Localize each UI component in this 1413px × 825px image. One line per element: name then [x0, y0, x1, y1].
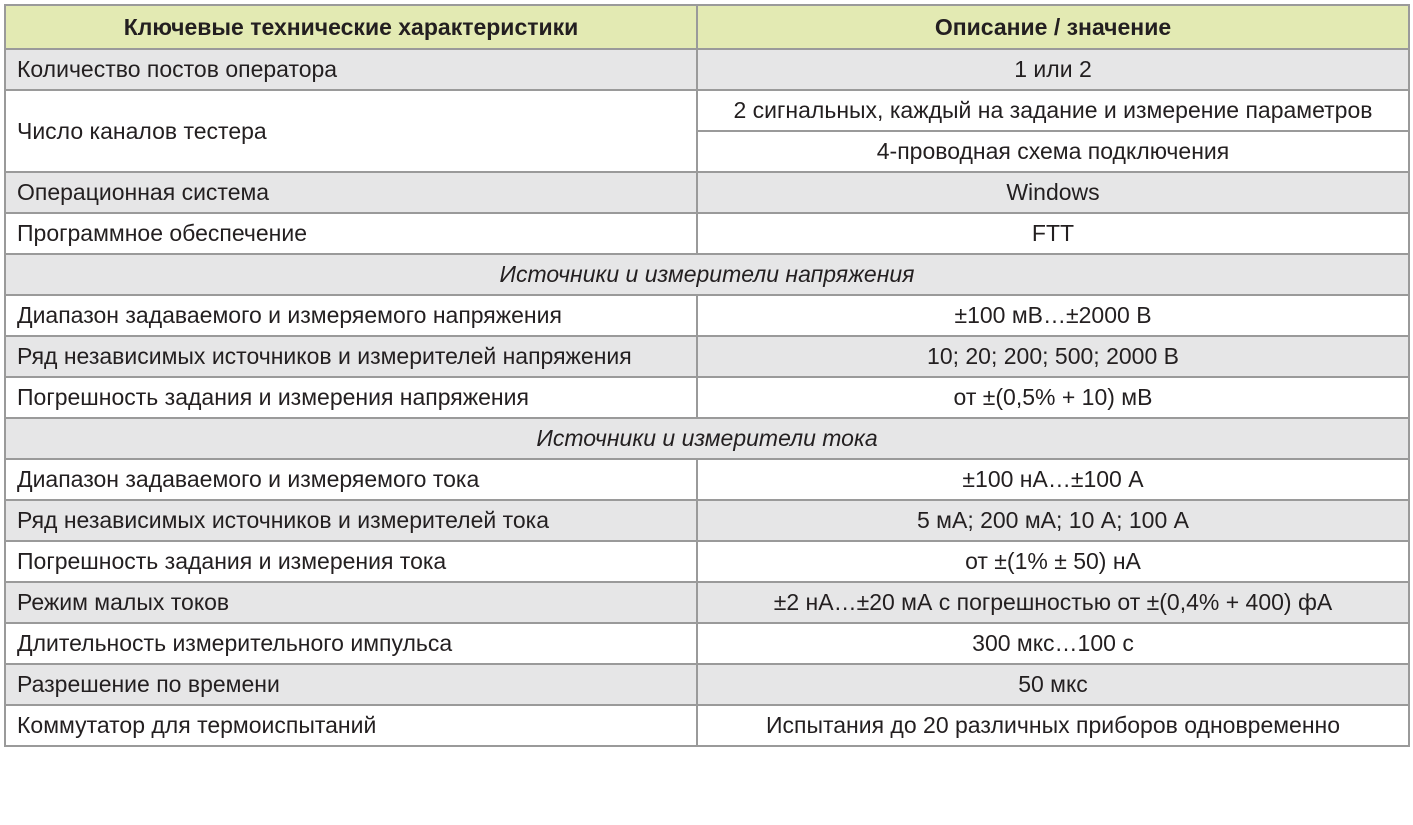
row-value: 1 или 2 — [697, 49, 1409, 90]
row-value: ±2 нА…±20 мА с погрешностью от ±(0,4% + 400) фА — [697, 582, 1409, 623]
header-description: Описание / значение — [697, 5, 1409, 49]
table-row — [5, 295, 1409, 336]
spec-table-container — [4, 4, 1410, 747]
row-value: 4-проводная схема подключения — [697, 131, 1409, 172]
row-name: Ряд независимых источников и измерителей тока — [5, 500, 697, 541]
table-row — [5, 541, 1409, 582]
table-row — [5, 582, 1409, 623]
row-value: 10; 20; 200; 500; 2000 В — [697, 336, 1409, 377]
table-row — [5, 705, 1409, 746]
table-row — [5, 90, 1409, 131]
row-name: Операционная система — [5, 172, 697, 213]
row-value: 2 сигнальных, каждый на задание и измерение параметров — [697, 90, 1409, 131]
row-name: Программное обеспечение — [5, 213, 697, 254]
row-name: Погрешность задания и измерения напряжения — [5, 377, 697, 418]
table-row — [5, 49, 1409, 90]
table-row — [5, 500, 1409, 541]
table-row — [5, 377, 1409, 418]
row-value: 50 мкс — [697, 664, 1409, 705]
row-name: Ряд независимых источников и измерителей напряжения — [5, 336, 697, 377]
row-value: 5 мА; 200 мА; 10 А; 100 А — [697, 500, 1409, 541]
row-value: ±100 мВ…±2000 В — [697, 295, 1409, 336]
spec-table — [4, 4, 1410, 747]
table-header-row — [5, 5, 1409, 49]
row-name: Число каналов тестера — [5, 90, 697, 172]
row-name: Количество постов оператора — [5, 49, 697, 90]
row-value: Испытания до 20 различных приборов одновременно — [697, 705, 1409, 746]
row-name: Длительность измерительного импульса — [5, 623, 697, 664]
row-name: Диапазон задаваемого и измеряемого тока — [5, 459, 697, 500]
row-value: ±100 нА…±100 А — [697, 459, 1409, 500]
section-title-voltage: Источники и измерители напряжения — [5, 254, 1409, 295]
row-value: Windows — [697, 172, 1409, 213]
table-row — [5, 213, 1409, 254]
row-value: FTT — [697, 213, 1409, 254]
row-name: Разрешение по времени — [5, 664, 697, 705]
section-row — [5, 254, 1409, 295]
section-title-current: Источники и измерители тока — [5, 418, 1409, 459]
row-name: Диапазон задаваемого и измеряемого напряжения — [5, 295, 697, 336]
header-characteristics: Ключевые технические характеристики — [5, 5, 697, 49]
table-row — [5, 172, 1409, 213]
table-row — [5, 623, 1409, 664]
row-value: от ±(1% ± 50) нА — [697, 541, 1409, 582]
section-row — [5, 418, 1409, 459]
row-value: от ±(0,5% + 10) мВ — [697, 377, 1409, 418]
row-name: Коммутатор для термоиспытаний — [5, 705, 697, 746]
row-value: 300 мкс…100 с — [697, 623, 1409, 664]
table-row — [5, 664, 1409, 705]
row-name: Режим малых токов — [5, 582, 697, 623]
row-name: Погрешность задания и измерения тока — [5, 541, 697, 582]
table-row — [5, 459, 1409, 500]
table-row — [5, 336, 1409, 377]
